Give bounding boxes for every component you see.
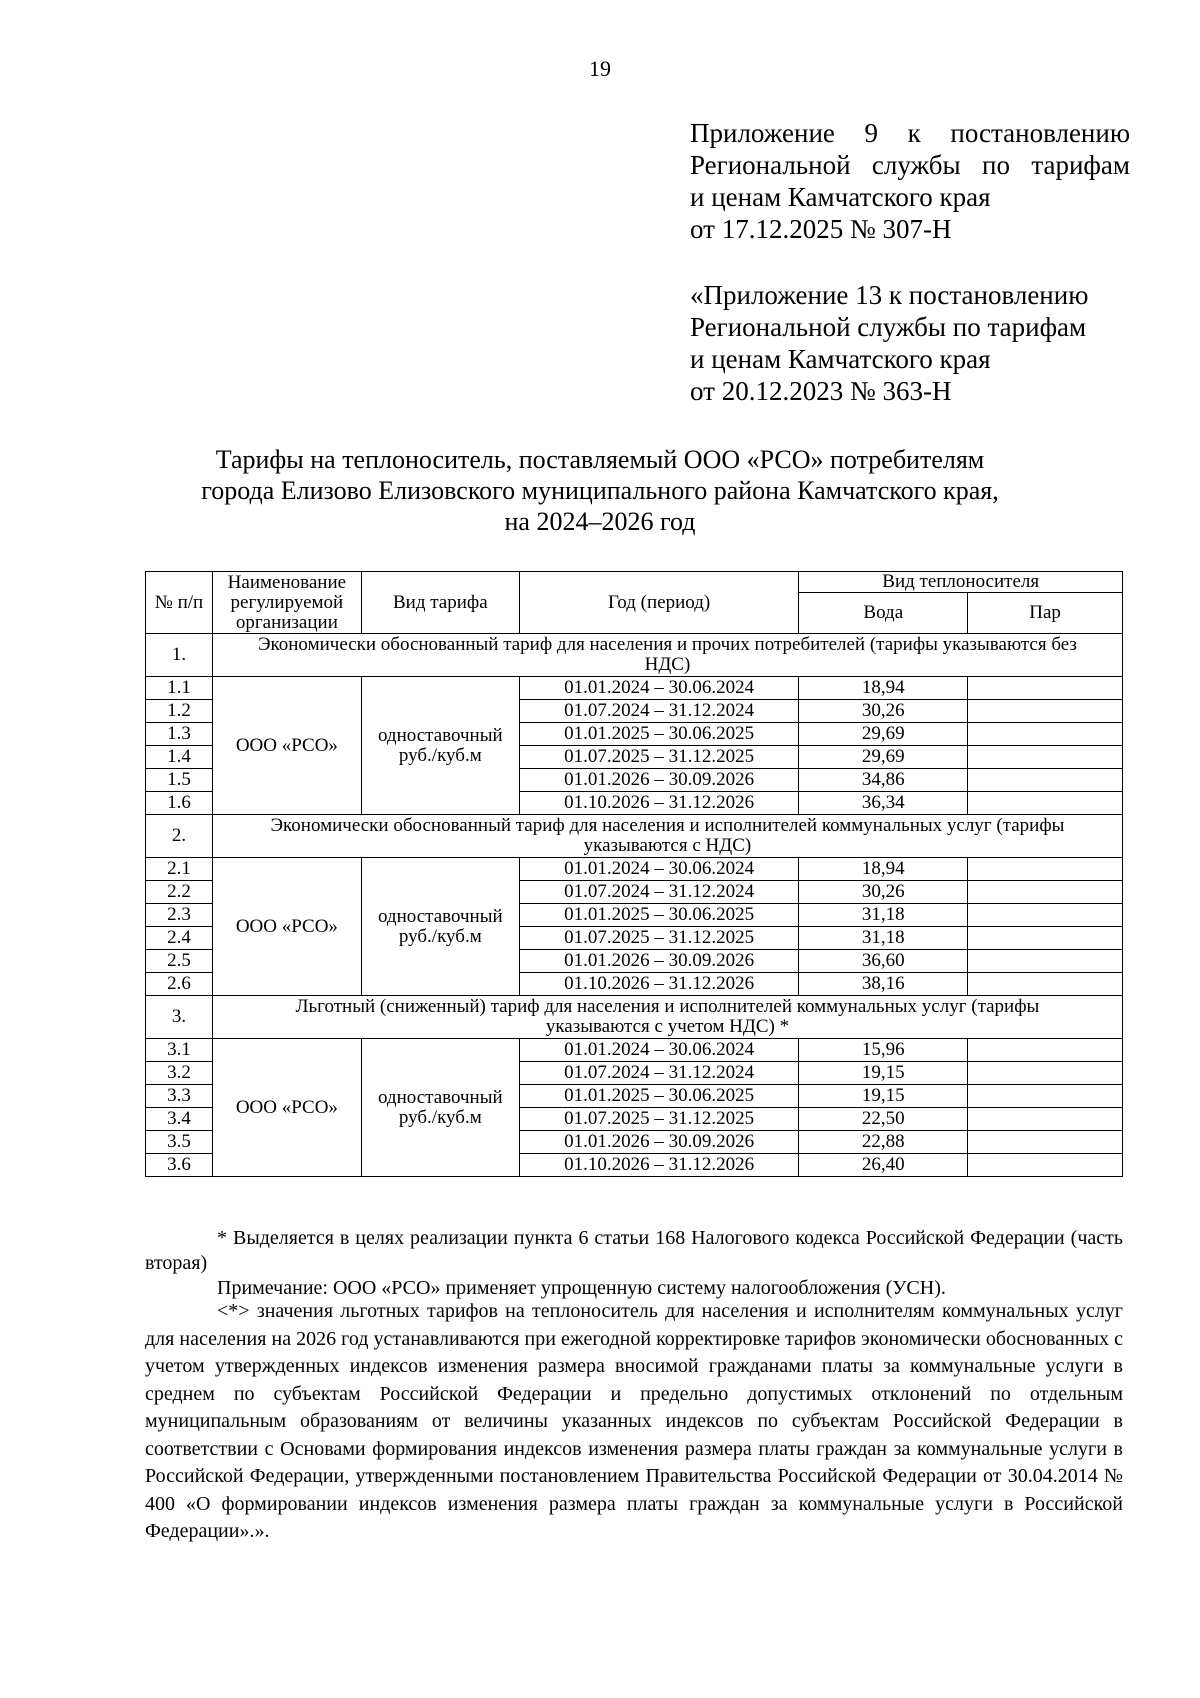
period: 01.01.2024 – 30.06.2024 <box>519 858 799 881</box>
water-value: 31,18 <box>799 927 968 950</box>
section-title: Экономически обоснованный тариф для населения и прочих потребителей (тарифы указываются без НДС) <box>212 634 1122 677</box>
steam-value <box>968 973 1123 996</box>
appendix-line: Региональной службы по тарифам <box>690 312 1087 342</box>
appendix-line: Региональной службы по тарифам <box>690 150 1130 180</box>
remark: Примечание: ООО «РСО» применяет упрощенную систему налогообложения (УСН). <box>217 1277 946 1299</box>
row-num: 2.3 <box>146 904 213 927</box>
steam-value <box>968 904 1123 927</box>
row-num: 3.5 <box>146 1131 213 1154</box>
appendix-line: «Приложение 13 к постановлению <box>690 280 1089 310</box>
water-value: 18,94 <box>799 858 968 881</box>
appendix-header-previous <box>690 279 1130 407</box>
table-row <box>146 677 1123 700</box>
steam-value <box>968 1108 1123 1131</box>
tariff-type: одноставочный руб./куб.м <box>361 1039 519 1177</box>
steam-value <box>968 769 1123 792</box>
notes-block <box>145 1226 1123 1301</box>
steam-value <box>968 1039 1123 1062</box>
tariff-type: одноставочный руб./куб.м <box>361 677 519 815</box>
row-num: 3.2 <box>146 1062 213 1085</box>
water-value: 36,34 <box>799 792 968 815</box>
water-value: 30,26 <box>799 700 968 723</box>
row-num: 2.2 <box>146 881 213 904</box>
row-num: 3.6 <box>146 1154 213 1177</box>
appendix-line: и ценам Камчатского края <box>690 344 991 374</box>
tariff-type: одноставочный руб./куб.м <box>361 858 519 996</box>
water-value: 38,16 <box>799 973 968 996</box>
water-value: 29,69 <box>799 723 968 746</box>
row-num: 2.5 <box>146 950 213 973</box>
period: 01.10.2026 – 31.12.2026 <box>519 973 799 996</box>
steam-value <box>968 1085 1123 1108</box>
header-period: Год (период) <box>519 572 799 634</box>
water-value: 34,86 <box>799 769 968 792</box>
row-num: 2.6 <box>146 973 213 996</box>
water-value: 19,15 <box>799 1085 968 1108</box>
clause-block <box>145 1298 1123 1546</box>
steam-value <box>968 1131 1123 1154</box>
page-number: 19 <box>589 56 611 81</box>
water-value: 19,15 <box>799 1062 968 1085</box>
water-value: 15,96 <box>799 1039 968 1062</box>
appendix-header-current <box>690 117 1130 245</box>
table-row <box>146 858 1123 881</box>
water-value: 30,26 <box>799 881 968 904</box>
section-row <box>146 996 1123 1039</box>
header-steam: Пар <box>968 593 1123 634</box>
header-tariff-type: Вид тарифа <box>361 572 519 634</box>
water-value: 22,50 <box>799 1108 968 1131</box>
period: 01.07.2025 – 31.12.2025 <box>519 746 799 769</box>
steam-value <box>968 1154 1123 1177</box>
title-line: Тарифы на теплоноситель, поставляемый ООО «РСО» потребителям <box>215 445 985 474</box>
period: 01.01.2026 – 30.09.2026 <box>519 1131 799 1154</box>
period: 01.01.2024 – 30.06.2024 <box>519 1039 799 1062</box>
period: 01.01.2025 – 30.06.2025 <box>519 1085 799 1108</box>
period: 01.07.2024 – 31.12.2024 <box>519 1062 799 1085</box>
period: 01.01.2026 – 30.09.2026 <box>519 950 799 973</box>
row-num: 1.2 <box>146 700 213 723</box>
period: 01.10.2026 – 31.12.2026 <box>519 1154 799 1177</box>
period: 01.01.2026 – 30.09.2026 <box>519 769 799 792</box>
clause-text: <*> значения льготных тарифов на теплоноситель для населения и исполнителям коммунальных услуг для населения на 2026 год устанавливаются при ежегодной корректировке тарифов экономически обоснованных с учетом утвержденных индексов изменения размера вносимой гражданами платы за коммунальные услуги в среднем по субъектам Российской Федерации и предельно допустимых отклонений по отдельным муниципальным образованиям от величины указанных индексов по субъектам Российской Федерации в соответствии с Основами формирования индексов изменения размера платы граждан за коммунальные услуги в Российской Федерации, утвержденными постановлением Правительства Российской Федерации от 30.04.2014 № 400 «О формировании индексов изменения размера платы граждан за коммунальные услуги в Российской Федерации».». <box>145 1300 1123 1542</box>
water-value: 29,69 <box>799 746 968 769</box>
water-value: 31,18 <box>799 904 968 927</box>
appendix-line: Приложение 9 к постановлению <box>690 118 1130 148</box>
row-num: 1.1 <box>146 677 213 700</box>
tariff-table <box>145 571 1123 1177</box>
title-line: города Елизово Елизовского муниципального района Камчатского края, <box>201 476 999 505</box>
section-title: Льготный (сниженный) тариф для населения и исполнителей коммунальных услуг (тарифы указываются с учетом НДС) * <box>212 996 1122 1039</box>
table-row <box>146 1039 1123 1062</box>
document-title <box>0 444 1200 537</box>
row-num: 1.4 <box>146 746 213 769</box>
steam-value <box>968 858 1123 881</box>
table-header-row <box>146 572 1123 593</box>
section-row <box>146 815 1123 858</box>
steam-value <box>968 700 1123 723</box>
section-num: 3. <box>146 996 213 1039</box>
steam-value <box>968 677 1123 700</box>
org-name: ООО «РСО» <box>212 858 361 996</box>
row-num: 3.1 <box>146 1039 213 1062</box>
water-value: 22,88 <box>799 1131 968 1154</box>
water-value: 18,94 <box>799 677 968 700</box>
row-num: 1.5 <box>146 769 213 792</box>
period: 01.07.2024 – 31.12.2024 <box>519 881 799 904</box>
steam-value <box>968 723 1123 746</box>
header-carrier: Вид теплоносителя <box>799 572 1123 593</box>
header-water: Вода <box>799 593 968 634</box>
period: 01.01.2024 – 30.06.2024 <box>519 677 799 700</box>
period: 01.10.2026 – 31.12.2026 <box>519 792 799 815</box>
org-name: ООО «РСО» <box>212 677 361 815</box>
row-num: 3.3 <box>146 1085 213 1108</box>
period: 01.01.2025 – 30.06.2025 <box>519 723 799 746</box>
steam-value <box>968 881 1123 904</box>
period: 01.07.2025 – 31.12.2025 <box>519 1108 799 1131</box>
steam-value <box>968 1062 1123 1085</box>
period: 01.07.2025 – 31.12.2025 <box>519 927 799 950</box>
water-value: 26,40 <box>799 1154 968 1177</box>
appendix-line: и ценам Камчатского края <box>690 182 991 212</box>
section-num: 2. <box>146 815 213 858</box>
steam-value <box>968 927 1123 950</box>
appendix-line: от 20.12.2023 № 363-Н <box>690 376 952 406</box>
water-value: 36,60 <box>799 950 968 973</box>
period: 01.07.2024 – 31.12.2024 <box>519 700 799 723</box>
steam-value <box>968 746 1123 769</box>
title-line: на 2024–2026 год <box>504 507 696 536</box>
row-num: 2.1 <box>146 858 213 881</box>
footnote: * Выделяется в целях реализации пункта 6 статьи 168 Налогового кодекса Российской Федерации (часть вторая) <box>145 1227 1123 1274</box>
row-num: 3.4 <box>146 1108 213 1131</box>
row-num: 2.4 <box>146 927 213 950</box>
section-num: 1. <box>146 634 213 677</box>
row-num: 1.6 <box>146 792 213 815</box>
org-name: ООО «РСО» <box>212 1039 361 1177</box>
steam-value <box>968 792 1123 815</box>
steam-value <box>968 950 1123 973</box>
period: 01.01.2025 – 30.06.2025 <box>519 904 799 927</box>
section-row <box>146 634 1123 677</box>
section-title: Экономически обоснованный тариф для населения и исполнителей коммунальных услуг (тарифы указываются с НДС) <box>212 815 1122 858</box>
row-num: 1.3 <box>146 723 213 746</box>
header-num: № п/п <box>146 572 213 634</box>
header-org: Наименование регулируемой организации <box>212 572 361 634</box>
appendix-line: от 17.12.2025 № 307-Н <box>690 214 952 244</box>
